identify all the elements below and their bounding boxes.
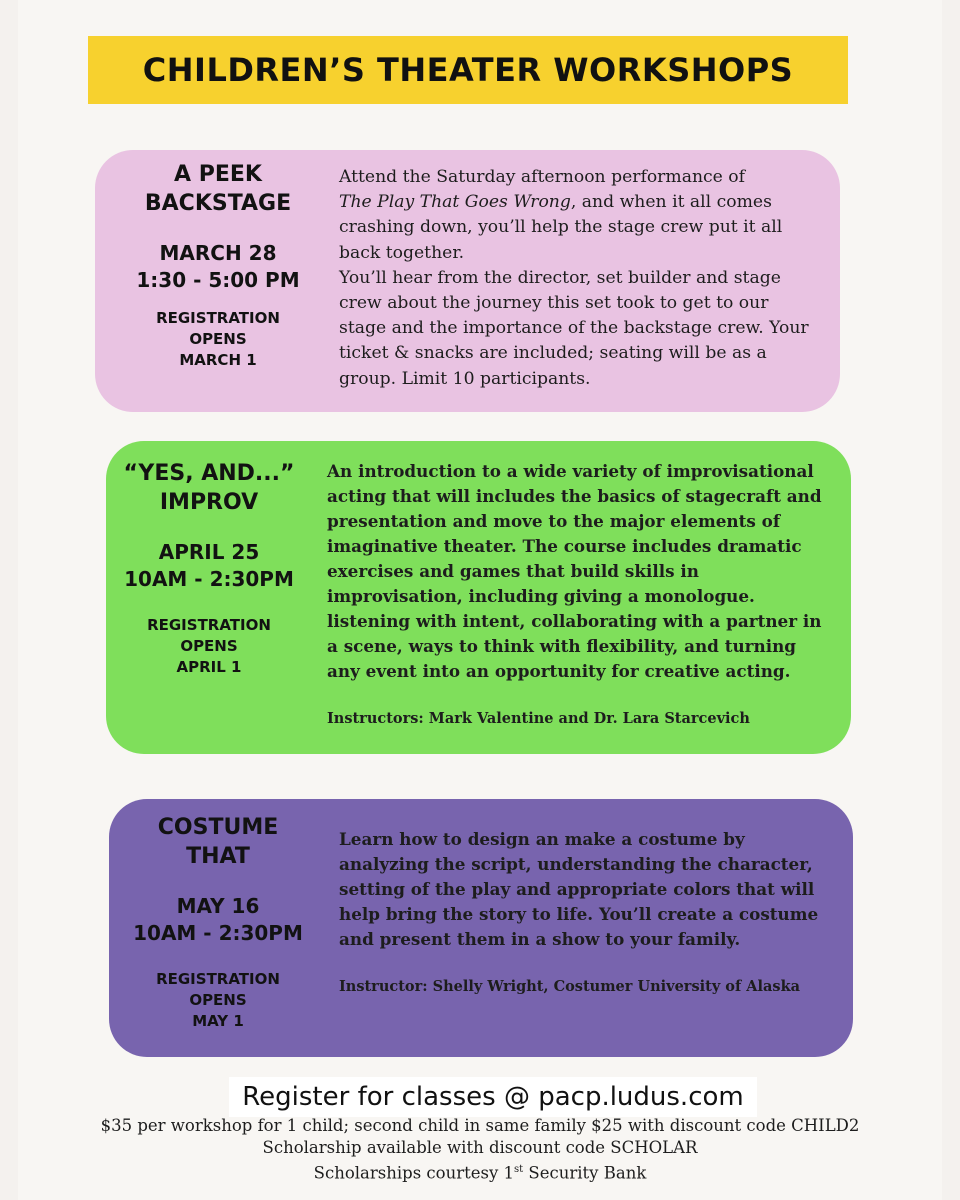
- workshop-description: [339, 165, 819, 392]
- workshop-title-line2: THAT: [186, 844, 250, 869]
- registration-line1: REGISTRATION: [147, 616, 271, 634]
- workshop-card-backstage: [95, 150, 840, 412]
- workshop-info: [110, 459, 308, 678]
- workshop-description: [327, 459, 832, 731]
- description-intro: Attend the Saturday afternoon performance of: [339, 167, 745, 187]
- registration-line1: REGISTRATION: [156, 309, 280, 327]
- workshop-description: [339, 827, 819, 999]
- workshop-card-costume: [109, 799, 853, 1057]
- description-paragraph-2: You’ll hear from the director, set builder and stage crew about the journey this set took to get to our stage and the importance of the backstage crew. Your ticket & snacks are included; seating will be as a group. Limit 10 participants.: [339, 267, 809, 389]
- description-paragraph-1: [339, 165, 819, 266]
- pricing-text: $35 per workshop for 1 child; second child in same family $25 with discount code CHILD2: [100, 1116, 860, 1135]
- workshop-time: 1:30 - 5:00 PM: [136, 268, 300, 292]
- title-banner: [88, 36, 848, 104]
- registration-line2: OPENS: [189, 991, 247, 1009]
- instructors: Instructor: Shelly Wright, Costumer University of Alaska: [339, 978, 801, 995]
- registration-line3: APRIL 1: [176, 658, 242, 676]
- registration-line2: OPENS: [180, 637, 238, 655]
- courtesy-text: [60, 1159, 900, 1185]
- workshop-title-line2: IMPROV: [159, 490, 259, 515]
- workshop-time: 10AM - 2:30PM: [133, 921, 303, 945]
- description-paragraph: Learn how to design an make a costume by analyzing the script, understanding the character, setting of the play and appropriate colors that will help bring the story to life. You’ll create a costume and present them in a show to your family.: [339, 829, 819, 949]
- courtesy-post: Security Bank: [523, 1163, 647, 1183]
- workshop-time: 10AM - 2:30PM: [124, 567, 294, 591]
- page-title: CHILDREN’S THEATER WORKSHOPS: [142, 51, 794, 89]
- scholarship-text: Scholarship available with discount code SCHOLAR: [262, 1138, 698, 1157]
- register-link[interactable]: Register for classes @ pacp.ludus.com: [229, 1077, 757, 1117]
- footer-info: [60, 1115, 900, 1185]
- workshop-card-improv: [106, 441, 851, 754]
- workshop-title-line1: A PEEK: [174, 162, 262, 187]
- workshop-info: [115, 813, 321, 1032]
- play-title: The Play That Goes Wrong: [339, 192, 571, 213]
- registration-line3: MAY 1: [192, 1012, 244, 1030]
- description-paragraph: An introduction to a wide variety of improvisational acting that will includes the basics of stagecraft and presentation and move to the major elements of imaginative theater. The course includes dramatic exercises and games that build skills in improvisation, including giving a monologue. listening with intent, collaborating with a partner in a scene, ways to think with flexibility, and turning any event into an opportunity for creative acting.: [327, 461, 822, 681]
- description-rest: , and when it all comes crashing down, you’ll help the stage crew put it all back together.: [339, 192, 783, 263]
- registration-line2: OPENS: [189, 330, 247, 348]
- workshop-title-line1: COSTUME: [157, 815, 279, 840]
- workshop-title-line2: BACKSTAGE: [144, 191, 292, 216]
- courtesy-pre: Scholarships courtesy 1: [313, 1163, 515, 1183]
- workshop-info: [115, 160, 321, 371]
- registration-line3: MARCH 1: [179, 351, 257, 369]
- workshop-title-line1: “YES, AND...”: [123, 461, 295, 486]
- courtesy-sup: st: [514, 1164, 524, 1175]
- workshop-date: MARCH 28: [159, 241, 277, 265]
- workshop-date: MAY 16: [176, 894, 260, 918]
- workshop-date: APRIL 25: [158, 540, 260, 564]
- instructors: Instructors: Mark Valentine and Dr. Lara Starcevich: [327, 710, 750, 727]
- registration-line1: REGISTRATION: [156, 970, 280, 988]
